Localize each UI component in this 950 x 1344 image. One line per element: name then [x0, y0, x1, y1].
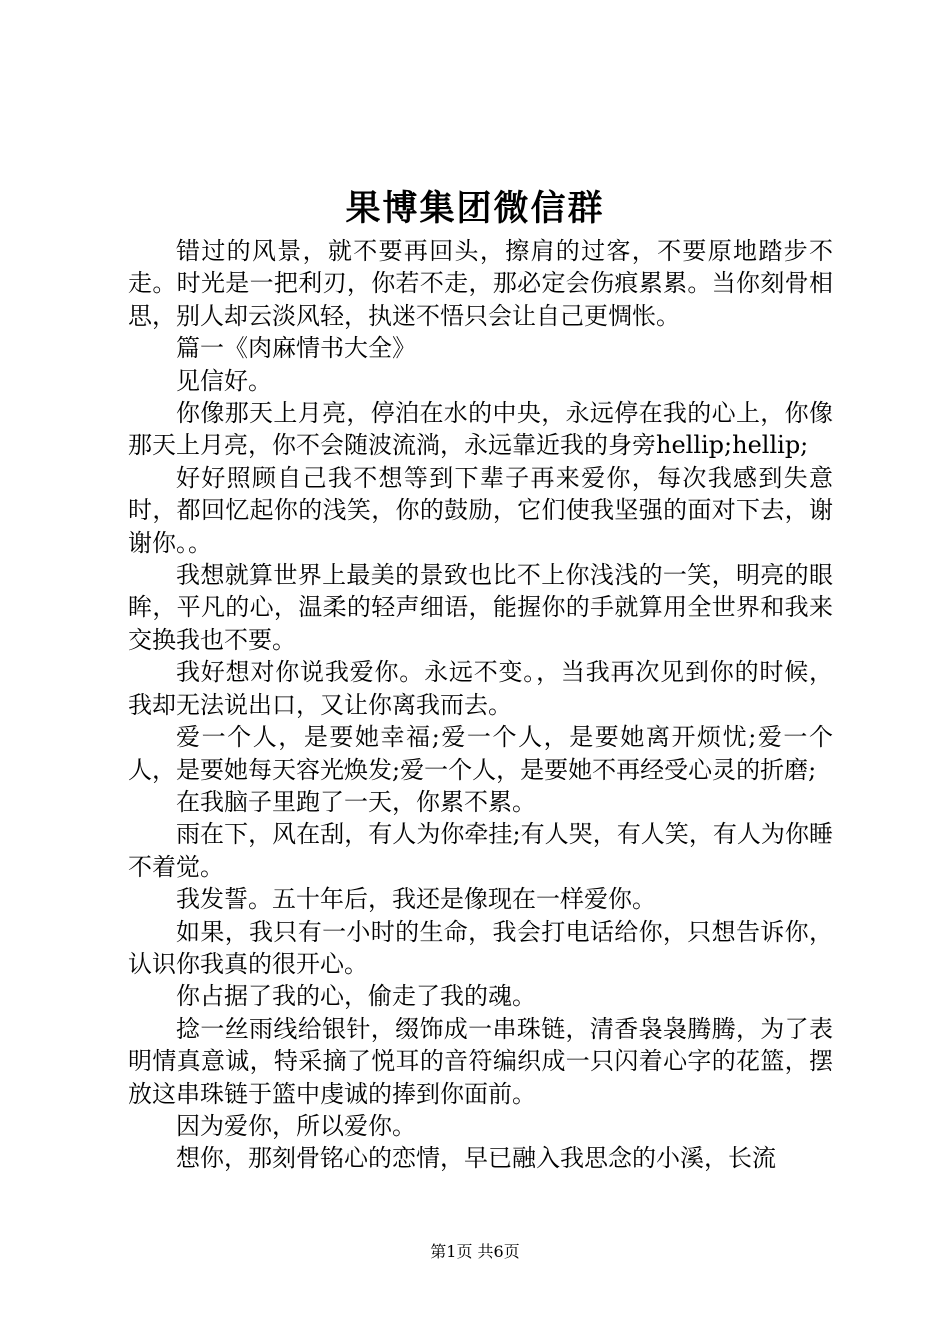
paragraph: 我发誓。五十年后，我还是像现在一样爱你。: [176, 885, 656, 914]
page-indicator: 第1页 共6页: [430, 1242, 520, 1261]
paragraph: 你像那天上月亮，停泊在水的中央，永远停在我的心上，你像那天上月亮，你不会随波流淌，永远靠近我的身旁hellip;hellip;: [128, 399, 833, 460]
paragraph: 我好想对你说我爱你。永远不变。，当我再次见到你的时候，我却无法说出口，又让你离我而去。: [128, 658, 833, 719]
paragraph: 错过的风景，就不要再回头，擦肩的过客，不要原地踏步不走。时光是一把利刃，你若不走，那必定会伤痕累累。当你刻骨相思，别人却云淡风轻，执迷不悟只会让自己更惆怅。: [128, 237, 833, 330]
paragraph: 雨在下，风在刮，有人为你牵挂;有人哭，有人笑，有人为你睡不着觉。: [128, 820, 833, 881]
paragraph: 你占据了我的心，偷走了我的魂。: [176, 982, 536, 1011]
document-title: 果博集团微信群: [345, 189, 605, 229]
paragraph: 因为爱你，所以爱你。: [176, 1111, 416, 1140]
paragraph: 爱一个人，是要她幸福;爱一个人，是要她离开烦忧;爱一个人，是要她每天容光焕发;爱一个人，是要她不再经受心灵的折磨;: [128, 723, 833, 784]
paragraph: 在我脑子里跑了一天，你累不累。: [176, 787, 536, 816]
paragraph: 如果，我只有一小时的生命，我会打电话给你，只想告诉你，认识你我真的很开心。: [128, 917, 833, 978]
paragraph: 见信好。: [176, 366, 272, 395]
document-body: [128, 235, 833, 1175]
paragraph: 篇一《肉麻情书大全》: [176, 334, 416, 363]
paragraph: 捻一丝雨线给银针，缀饰成一串珠链，清香袅袅腾腾，为了表明情真意诚，特采摘了悦耳的音符编织成一只闪着心字的花篮，摆放这串珠链于篮中虔诚的捧到你面前。: [128, 1014, 833, 1108]
paragraph: 想你，那刻骨铭心的恋情，早已融入我思念的小溪，长流: [176, 1144, 776, 1173]
paragraph: 我想就算世界上最美的景致也比不上你浅浅的一笑，明亮的眼眸，平凡的心，温柔的轻声细语，能握你的手就算用全世界和我来交换我也不要。: [128, 561, 833, 654]
paragraph: 好好照顾自己我不想等到下辈子再来爱你，每次我感到失意时，都回忆起你的浅笑，你的鼓励，它们使我坚强的面对下去，谢谢你。。: [128, 463, 833, 557]
